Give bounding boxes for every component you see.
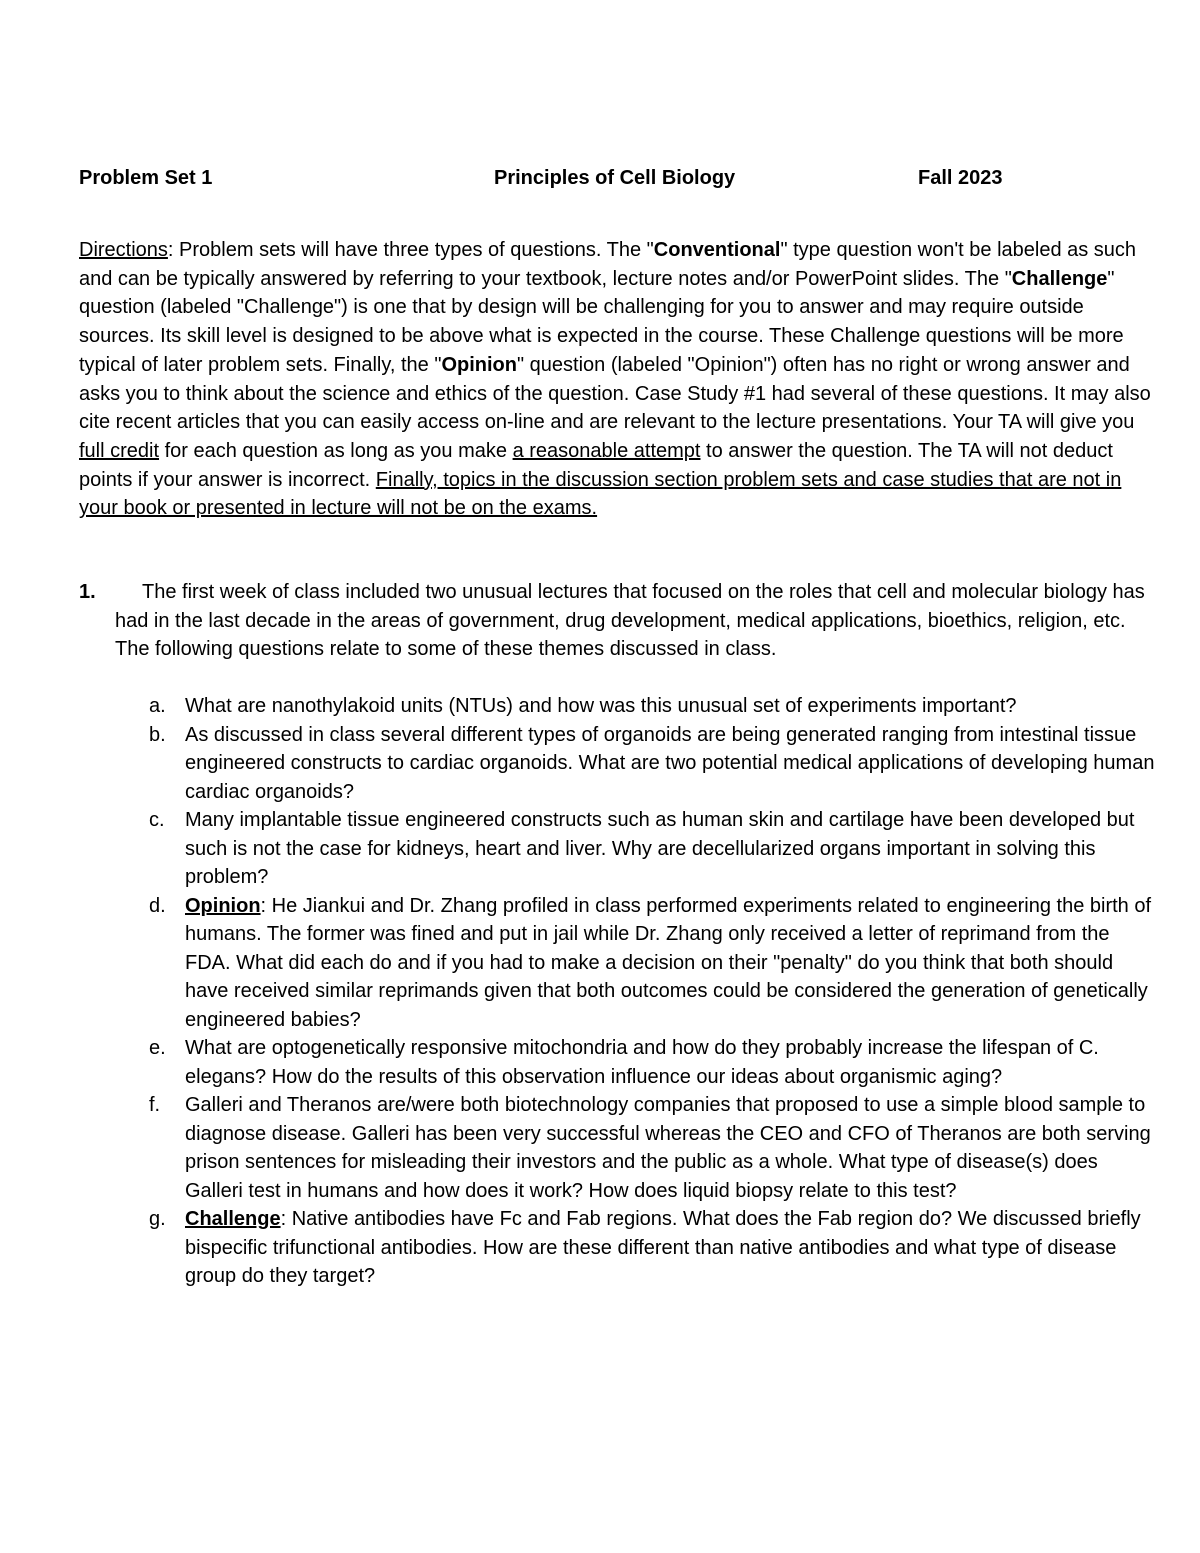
directions-text-2: " type question won't be labeled as such and can be typically answered by referring to your textbook, lecture notes and/or PowerPoint slides. The " [79, 239, 1137, 290]
question-number: 1. [79, 581, 96, 603]
subquestion-d [79, 892, 1159, 1035]
subquestion-text: As discussed in class several different types of organoids are being generated ranging from intestinal tissue engineered constructs to cardiac organoids. What are two potential medical applications of developing human cardiac organoids? [185, 723, 1155, 803]
course-title: Principles of Cell Biology [494, 167, 736, 189]
subquestion-letter: e. [149, 1037, 166, 1059]
directions-text-5: for each question as long as you make [159, 439, 513, 462]
subquestion-e [79, 1034, 1159, 1091]
directions-paragraph [79, 236, 1159, 523]
question-1-intro: The first week of class included two unusual lectures that focused on the roles that cell and molecular biology has had in the last decade in the areas of government, drug development, medical applications, bioethics, religion, etc. The following questions relate to some of these themes discussed in class. [115, 581, 1145, 660]
subquestion-text: What are nanothylakoid units (NTUs) and how was this unusual set of experiments important? [185, 695, 1017, 717]
opinion-tag: Opinion [185, 894, 261, 917]
term-label: Fall 2023 [918, 167, 1003, 189]
exam-scope-note: Finally, topics in the discussion section problem sets and case studies that are not in your book or presented in lecture will not be on the exams. [79, 468, 1122, 520]
directions-text-6: to answer the question. The TA will not deduct points if your answer is incorrect. [79, 439, 1113, 491]
challenge-tag: Challenge [185, 1208, 281, 1230]
subquestion-text: : He Jiankui and Dr. Zhang profiled in class performed experiments related to engineering the birth of humans. The former was fined and put in jail while Dr. Zhang only received a letter of reprimand from the FDA. What did each do and if you had to make a decision on their "penalty" do you think that both should have received similar reprimands given that both outcomes could be considered the generation of genetically engineered babies? [185, 894, 1152, 1031]
subquestion-text: : Native antibodies have Fc and Fab regions. What does the Fab region do? We discussed briefly bispecific trifunctional antibodies. How are these different than native antibodies and what type of disease group do they target? [185, 1208, 1141, 1287]
directions-label: Directions [79, 239, 168, 261]
problem-set-title: Problem Set 1 [79, 167, 213, 189]
reasonable-attempt-phrase: a reasonable attempt [512, 439, 701, 462]
subquestion-letter: d. [149, 894, 166, 917]
challenge-term: Challenge [1011, 267, 1108, 290]
question-1-subquestions [79, 692, 1159, 1291]
subquestion-text: Many implantable tissue engineered constructs such as human skin and cartilage have been developed but such is not the case for kidneys, heart and liver. Why are decellularized organs important in solving this problem? [185, 809, 1135, 888]
document-header [0, 167, 1200, 193]
directions-text-4: " question (labeled "Opinion") often has no right or wrong answer and asks you to think about the science and ethics of the question. Case Study #1 had several of these questions. It may also cite recent articles that you can easily access on-line and are relevant to the lecture presentations. Your TA will give you [79, 353, 1151, 434]
subquestion-text: What are optogenetically responsive mitochondria and how do they probably increase the lifespan of C. elegans? How do the results of this observation influence our ideas about organismic aging? [185, 1037, 1099, 1088]
question-1 [79, 578, 1159, 664]
subquestion-f [79, 1091, 1159, 1205]
directions-text-3: " question (labeled "Challenge") is one that by design will be challenging for you to answer and may require outside sources. Its skill level is designed to be above what is expected in the course. These Challenge questions will be more typical of later problem sets. Finally, the " [79, 267, 1124, 376]
subquestion-letter: g. [149, 1208, 166, 1230]
subquestion-g [79, 1205, 1159, 1291]
full-credit-phrase: full credit [79, 439, 160, 462]
subquestion-b [79, 721, 1159, 807]
directions-text-1: : Problem sets will have three types of questions. The " [167, 239, 654, 261]
subquestion-text: Galleri and Theranos are/were both biotechnology companies that proposed to use a simple blood sample to diagnose disease. Galleri has been very successful whereas the CEO and CFO of Theranos are both serving prison sentences for misleading their investors and the public as a whole. What type of disease(s) does Galleri test in humans and how does it work? How does liquid biopsy relate to this test? [185, 1094, 1151, 1202]
conventional-term: Conventional [653, 239, 781, 261]
opinion-term: Opinion [441, 353, 517, 376]
subquestion-letter: f. [149, 1094, 161, 1116]
subquestion-letter: a. [149, 695, 166, 717]
subquestion-c [79, 806, 1159, 892]
subquestion-letter: c. [149, 809, 165, 831]
subquestion-letter: b. [149, 723, 166, 746]
subquestion-a [79, 692, 1159, 721]
